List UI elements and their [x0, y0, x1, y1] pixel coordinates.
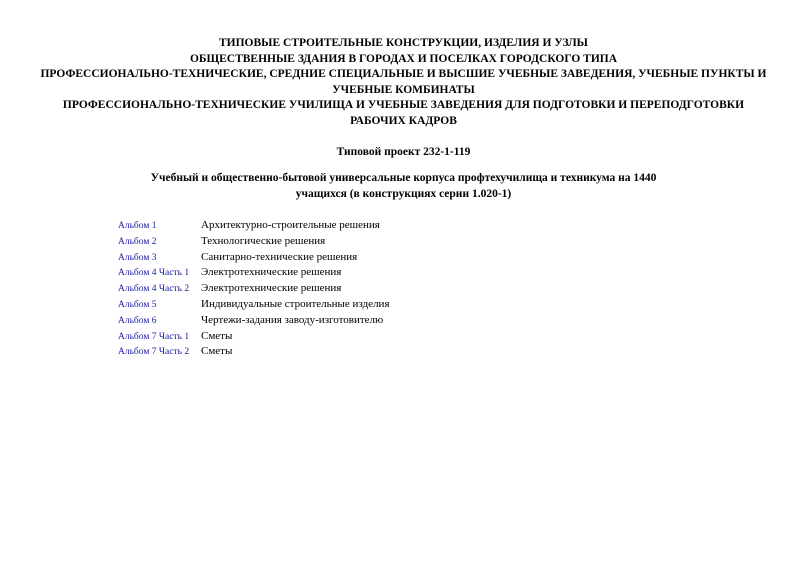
album-description: Электротехнические решения: [201, 266, 342, 279]
album-row: [118, 219, 390, 235]
album-description: Технологические решения: [201, 234, 326, 247]
album-link[interactable]: Альбом 2: [118, 236, 157, 247]
album-link[interactable]: Альбом 4 Часть 2: [118, 284, 190, 295]
header-line-series: ТИПОВЫЕ СТРОИТЕЛЬНЫЕ КОНСТРУКЦИИ, ИЗДЕЛИЯ И УЗЛЫ: [219, 37, 588, 49]
album-row: [118, 314, 390, 330]
album-link[interactable]: Альбом 7 Часть 1: [118, 331, 190, 342]
album-row: [118, 266, 390, 282]
album-description: Сметы: [201, 329, 233, 342]
album-description: Санитарно-технические решения: [201, 250, 358, 263]
album-row: [118, 345, 390, 361]
album-row: [118, 282, 390, 298]
album-link[interactable]: Альбом 3: [118, 252, 157, 263]
album-description: Сметы: [201, 345, 233, 358]
project-code: Типовой проект 232-1-119: [336, 146, 471, 158]
album-link[interactable]: Альбом 7 Часть 2: [118, 347, 190, 358]
album-row: [118, 251, 390, 267]
album-description: Архитектурно-строительные решения: [201, 219, 380, 231]
album-row: [118, 330, 390, 346]
album-row: [118, 298, 390, 314]
album-description: Электротехнические решения: [201, 282, 342, 295]
album-link[interactable]: Альбом 5: [118, 299, 157, 310]
header-line-building-type: ОБЩЕСТВЕННЫЕ ЗДАНИЯ В ГОРОДАХ И ПОСЕЛКАХ ГОРОДСКОГО ТИПА: [189, 52, 618, 65]
album-list: [118, 219, 390, 361]
album-link[interactable]: Альбом 1: [118, 221, 157, 231]
header-line-institution-category: ПРОФЕССИОНАЛЬНО-ТЕХНИЧЕСКИЕ, СРЕДНИЕ СПЕЦИАЛЬНЫЕ И ВЫСШИЕ УЧЕБНЫЕ ЗАВЕДЕНИЯ, УЧЕБНЫЕ ПУНКТЫ И УЧЕБНЫЕ КОМБИНАТЫ: [40, 68, 767, 96]
album-link[interactable]: Альбом 4 Часть 1: [118, 268, 190, 279]
album-link[interactable]: Альбом 6: [118, 315, 157, 326]
album-description: Индивидуальные строительные изделия: [201, 297, 390, 310]
album-description: Чертежи-задания заводу-изготовителю: [201, 313, 384, 326]
album-row: [118, 235, 390, 251]
document-header: [40, 36, 767, 130]
project-title: Учебный и общественно-бытовой универсальные корпуса профтехучилища и техникума на 1440 учащихся (в конструкциях серии 1.020-1): [150, 172, 657, 200]
header-line-institution-subcategory: ПРОФЕССИОНАЛЬНО-ТЕХНИЧЕСКИЕ УЧИЛИЩА И УЧЕБНЫЕ ЗАВЕДЕНИЯ ДЛЯ ПОДГОТОВКИ И ПЕРЕПОДГОТОВКИ РАБОЧИХ КАДРОВ: [62, 99, 745, 127]
